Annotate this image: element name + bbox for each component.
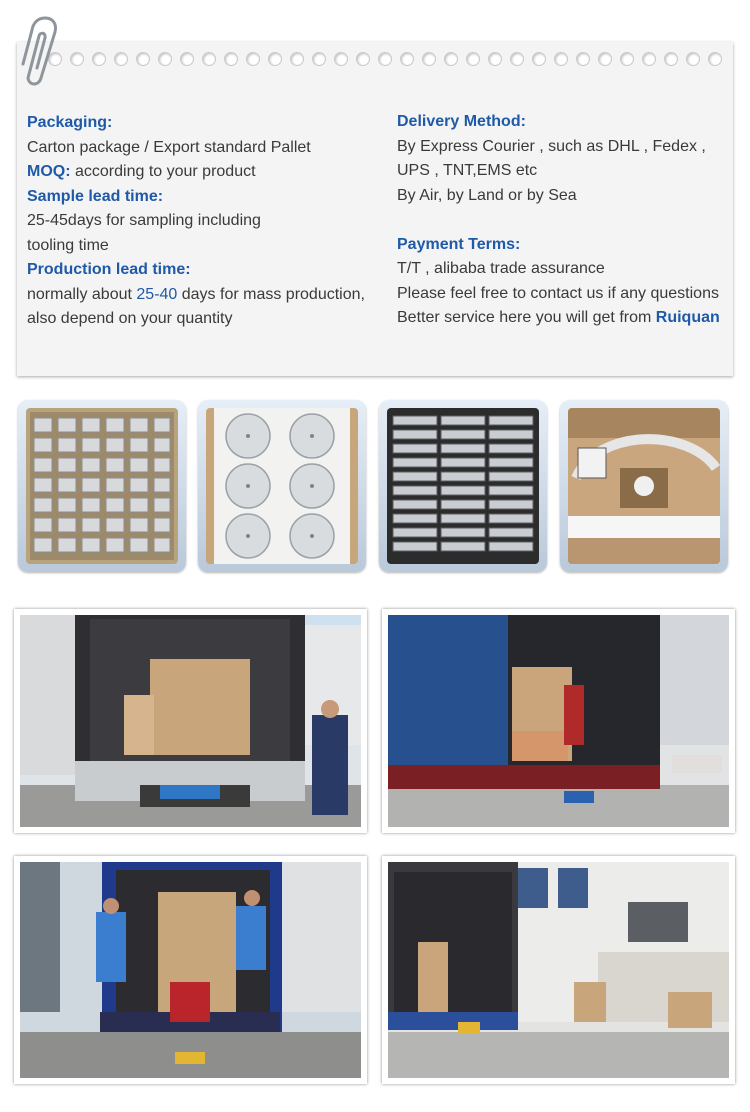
loading-photo-4 xyxy=(382,856,735,1084)
production-post: days for mass production, xyxy=(177,285,365,303)
left-info-column xyxy=(27,111,387,332)
product-photo-heatsinks xyxy=(18,400,186,572)
moq-text: according to your product xyxy=(70,163,256,180)
sample-heading: Sample lead time: xyxy=(27,187,164,205)
loading-photo-1 xyxy=(14,609,367,833)
paperclip-icon xyxy=(15,12,65,92)
delivery-line1: By Express Courier , such as DHL , Fedex , xyxy=(397,137,706,155)
packaging-heading: Packaging: xyxy=(27,114,113,131)
packaging-text: Carton package / Export standard Pallet xyxy=(27,138,311,156)
production-pre: normally about xyxy=(27,285,137,303)
payment-line3 xyxy=(397,306,737,331)
moq-line xyxy=(27,160,387,185)
product-photo-panels xyxy=(379,400,547,572)
delivery-heading: Delivery Method: xyxy=(397,113,526,130)
payment-line1: T/T , alibaba trade assurance xyxy=(397,260,605,277)
sample-line2: tooling time xyxy=(27,236,109,254)
loading-photo-2 xyxy=(382,609,735,833)
notepad-holes xyxy=(48,52,728,68)
delivery-line2: UPS , TNT,EMS etc xyxy=(397,162,538,179)
moq-label: MOQ: xyxy=(27,163,71,180)
production-heading: Production lead time: xyxy=(27,261,191,278)
production-line2: also depend on your quantity xyxy=(27,310,233,327)
product-photo-discs xyxy=(198,400,366,572)
production-days: 25-40 xyxy=(136,285,178,303)
payment-heading: Payment Terms: xyxy=(397,235,521,253)
sample-line1: 25-45days for sampling including xyxy=(27,212,261,229)
production-line1 xyxy=(27,283,387,308)
loading-photo-3 xyxy=(14,856,367,1084)
payment-pre: Better service here you will get from xyxy=(397,309,656,326)
product-photo-packed-item xyxy=(560,400,728,572)
delivery-line3: By Air, by Land or by Sea xyxy=(397,186,577,204)
brand-name: Ruiquan xyxy=(655,309,720,326)
right-info-column xyxy=(397,110,737,331)
payment-line2: Please feel free to contact us if any questions xyxy=(397,284,719,302)
